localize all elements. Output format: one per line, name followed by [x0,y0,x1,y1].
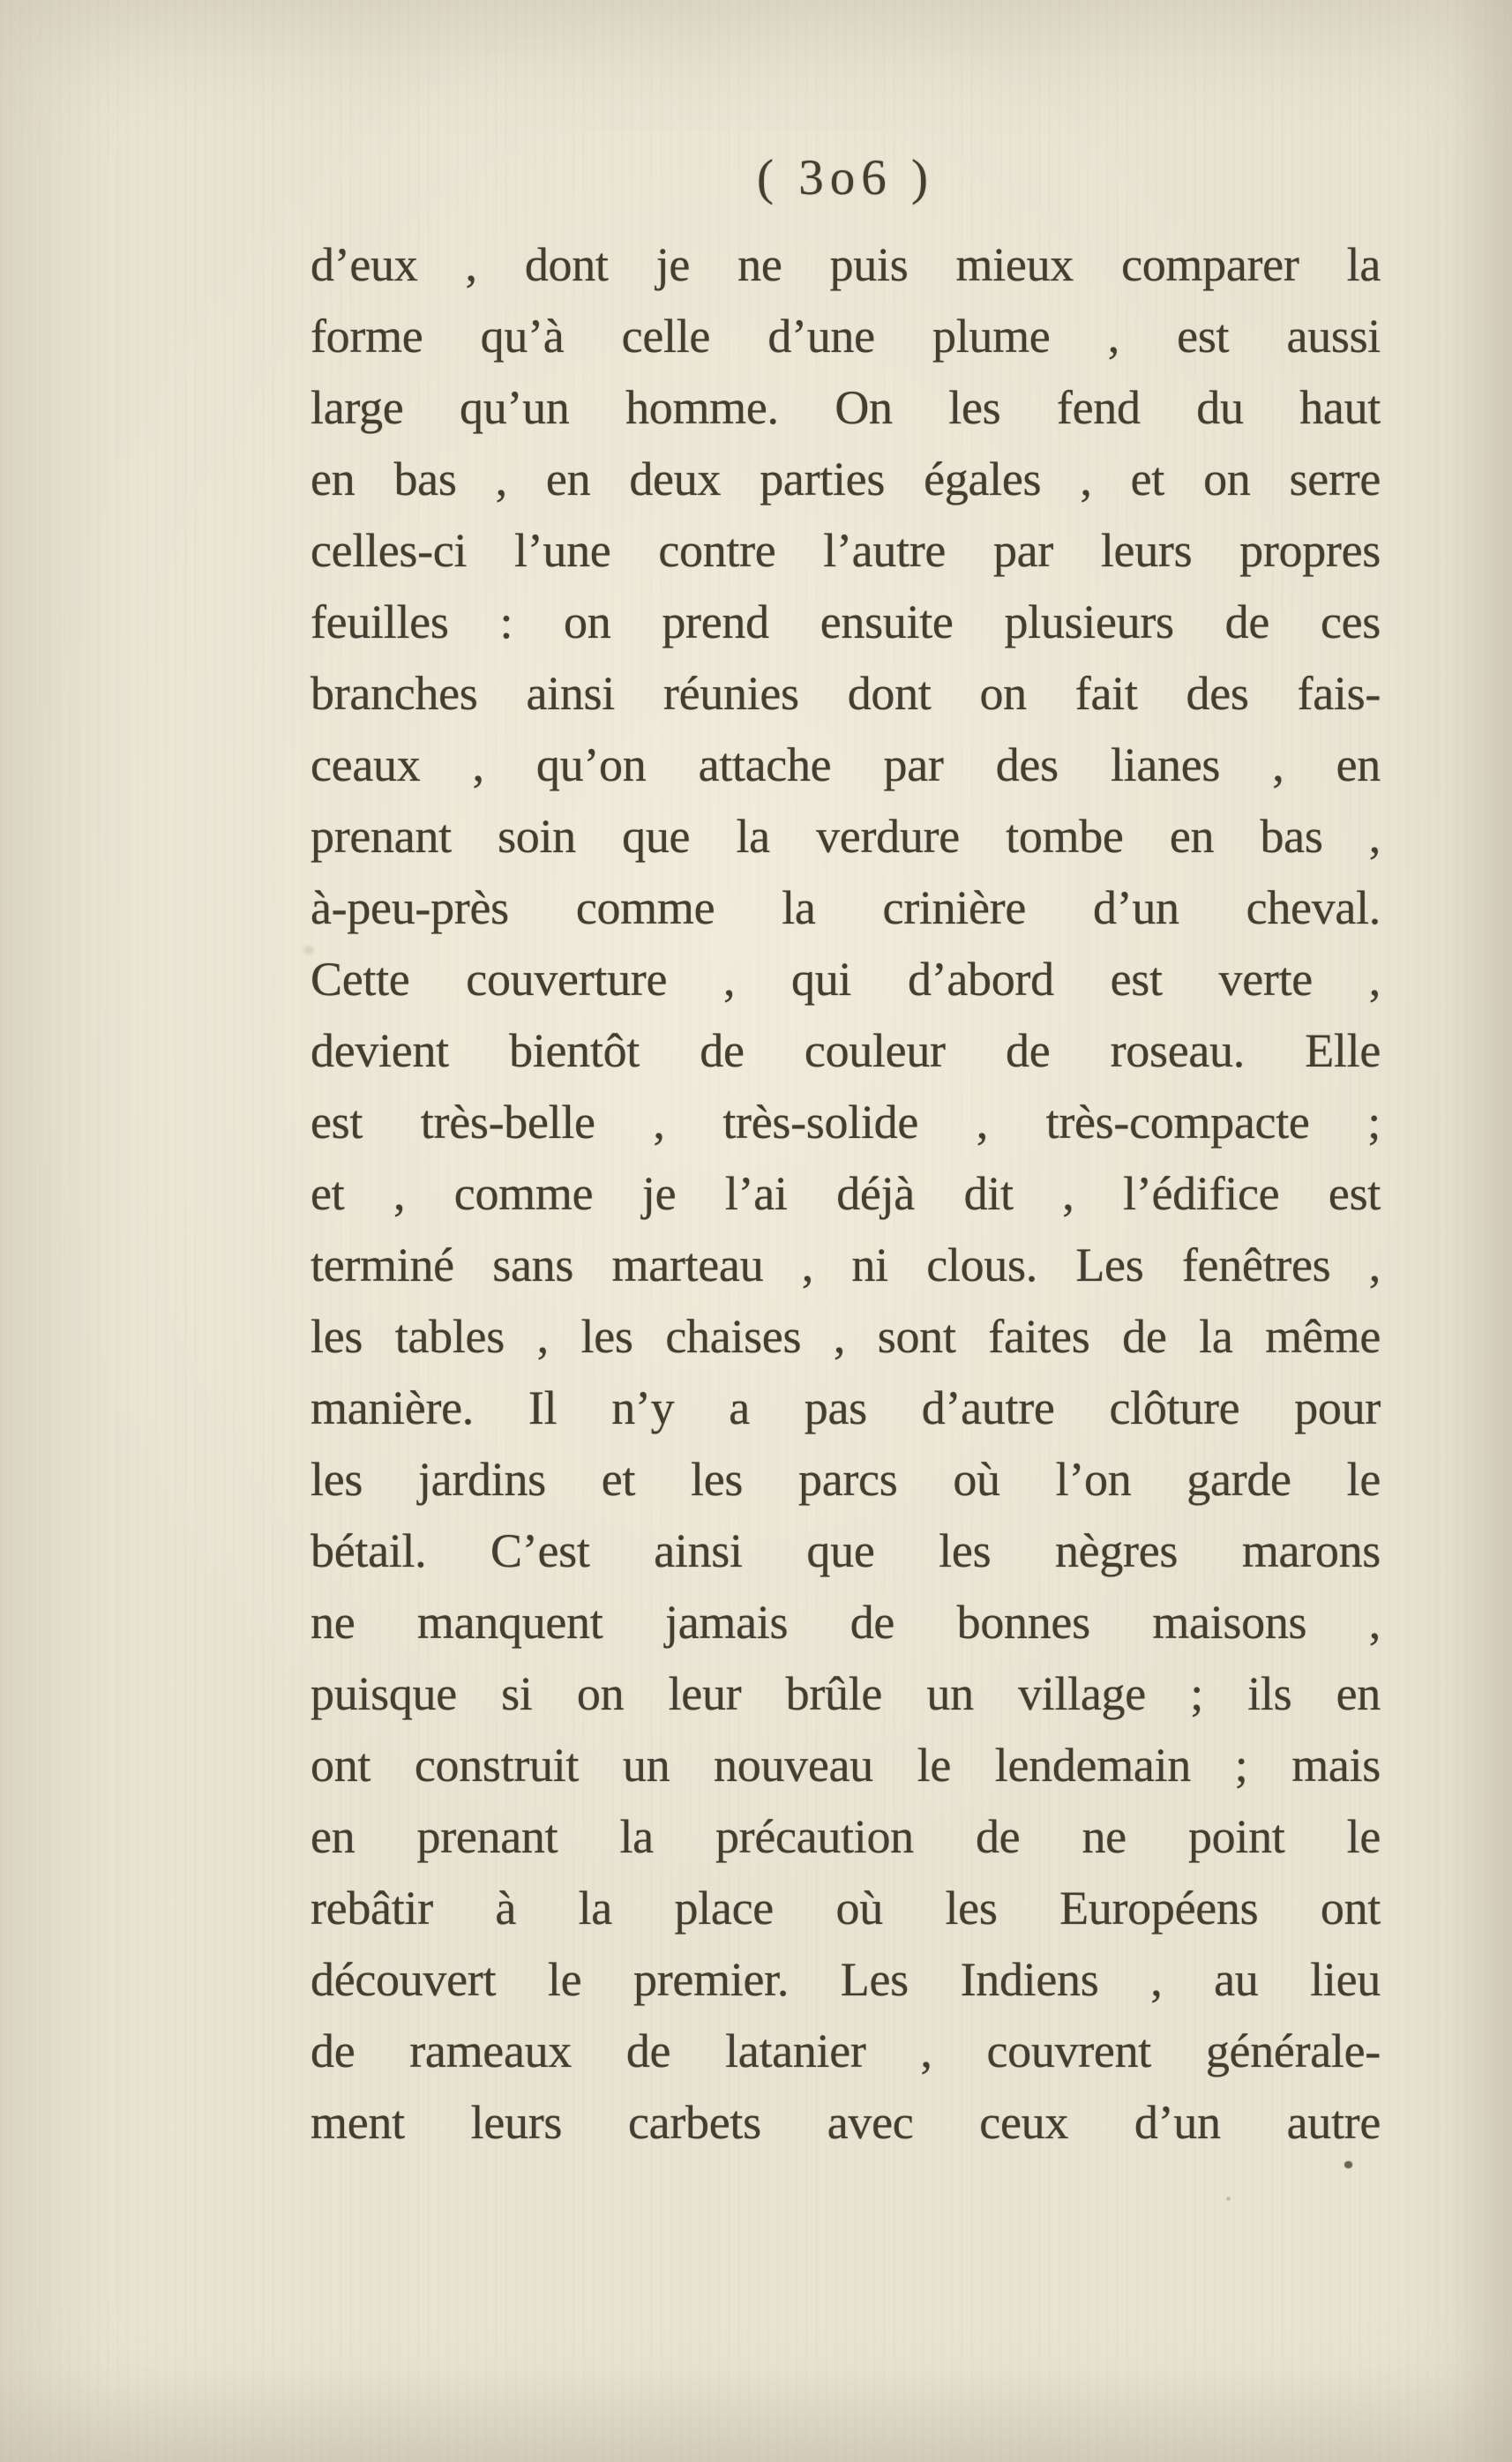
text-line: rebâtir à la place où les Européens ont [311,1882,1381,1934]
text-line: forme qu’à celle d’une plume , est aussi [311,310,1381,363]
text-line: en bas , en deux parties égales , et on serre [311,453,1381,505]
text-line: puisque si on leur brûle un village ; ils en [311,1667,1381,1720]
text-line: les tables , les chaises , sont faites de la même [311,1310,1381,1363]
text-line: d’eux , dont je ne puis mieux comparer la [311,238,1381,291]
text-line: bétail. C’est ainsi que les nègres marons [311,1524,1381,1577]
text-line: prenant soin que la verdure tombe en bas , [311,810,1381,863]
text-block [311,229,1381,2159]
text-line: celles-ci l’une contre l’autre par leurs propres [311,524,1381,577]
text-line: feuilles : on prend ensuite plusieurs de ces [311,595,1381,648]
text-line: ceaux , qu’on attache par des lianes , en [311,738,1381,791]
text-line: en prenant la précaution de ne point le [311,1810,1381,1863]
text-line: les jardins et les parcs où l’on garde le [311,1453,1381,1506]
text-line: branches ainsi réunies dont on fait des fais- [311,667,1381,720]
text-line: est très-belle , très-solide , très-compacte ; [311,1096,1381,1149]
text-line: à-peu-près comme la crinière d’un cheval. [311,881,1381,934]
text-line: devient bientôt de couleur de roseau. Elle [311,1024,1381,1077]
text-line: découvert le premier. Les Indiens , au lieu [311,1953,1381,2006]
text-line: ne manquent jamais de bonnes maisons , [311,1596,1381,1649]
text-line: et , comme je l’ai déjà dit , l’édifice est [311,1167,1381,1220]
text-line: Cette couverture , qui d’abord est verte , [311,953,1381,1006]
text-line: manière. Il n’y a pas d’autre clôture pour [311,1381,1381,1434]
ink-speck [1344,2161,1352,2168]
text-line: ment leurs carbets avec ceux d’un autre [311,2096,1381,2149]
text-line: ont construit un nouveau le lendemain ; mais [311,1739,1381,1792]
text-line: terminé sans marteau , ni clous. Les fenêtres , [311,1238,1381,1291]
page-number: ( 3o6 ) [757,150,934,206]
text-line: de rameaux de latanier , couvrent générale- [311,2024,1381,2077]
ink-speck [1226,2196,1231,2201]
text-line: large qu’un homme. On les fend du haut [311,381,1381,434]
